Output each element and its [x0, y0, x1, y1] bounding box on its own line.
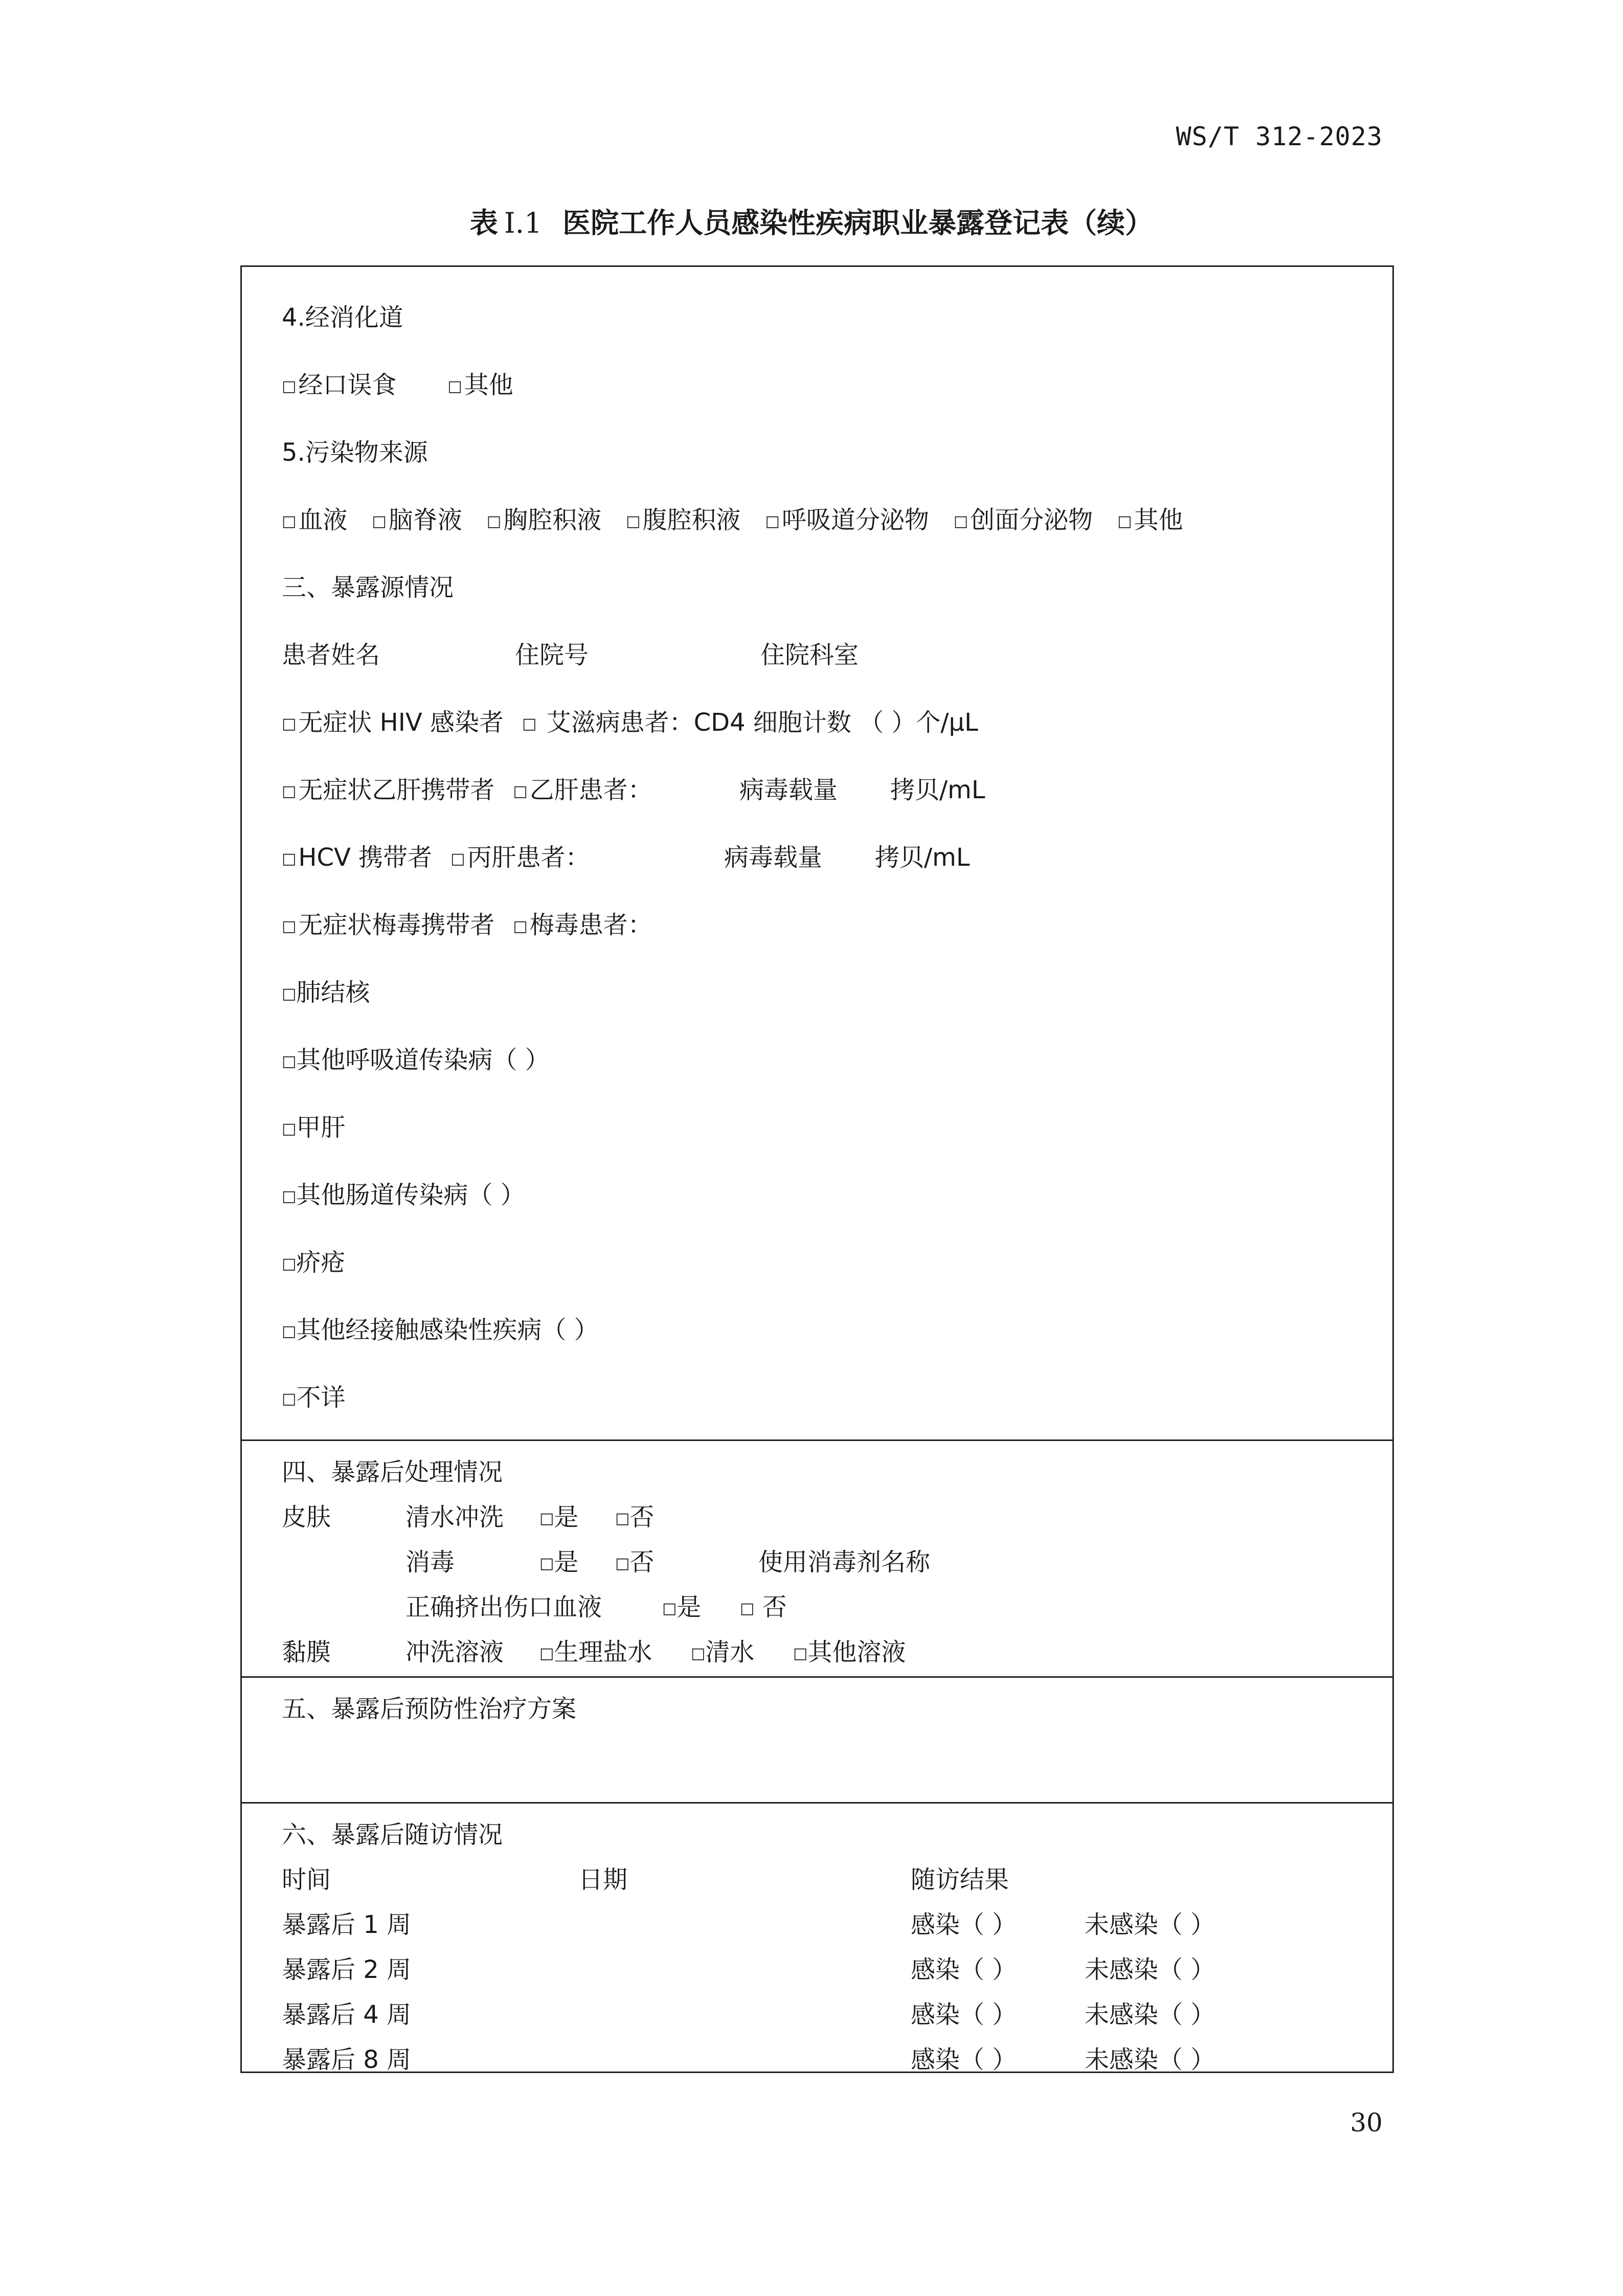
checkbox-disinfect-yes[interactable]: □是	[539, 1548, 579, 1577]
follow-up-infected-2[interactable]: 感染（ ）	[911, 1955, 1017, 1984]
follow-up-not-infected-3[interactable]: 未感染（ ）	[1085, 2000, 1215, 2029]
checkbox-aids-patient[interactable]: □ 艾滋病患者：CD4 细胞计数 （ ）个/μL	[522, 708, 978, 737]
checkbox-oral-ingestion[interactable]: □经口误食	[282, 371, 397, 399]
hiv-row	[282, 703, 1007, 738]
checkbox-wound-secretion[interactable]: □创面分泌物	[953, 506, 1093, 534]
label-hcv-unit: 拷贝/mL	[875, 843, 970, 872]
exposure-source-heading: 三、暴露源情况	[282, 573, 454, 602]
checkbox-scabies[interactable]: □疥疮	[282, 1248, 346, 1277]
col-time: 时间	[282, 1865, 331, 1894]
checkbox-csf[interactable]: □脑脊液	[372, 506, 462, 534]
digestive-route-heading: 4.经消化道	[282, 303, 403, 332]
follow-up-not-infected-2[interactable]: 未感染（ ）	[1085, 1955, 1215, 1984]
follow-up-time-2: 暴露后 2 周	[282, 1955, 412, 1984]
checkbox-blood[interactable]: □血液	[282, 506, 348, 534]
checkbox-other-contact[interactable]: □其他经接触感染性疾病（ ）	[282, 1316, 599, 1344]
label-disinfect: 消毒	[405, 1548, 455, 1577]
section-exposure-details	[242, 267, 1392, 1439]
prophylaxis-heading: 五、暴露后预防性治疗方案	[282, 1695, 577, 1723]
checkbox-source-other[interactable]: □其他	[1117, 506, 1183, 534]
checkbox-digestive-other[interactable]: □其他	[447, 371, 513, 399]
checkbox-tuberculosis[interactable]: □肺结核	[282, 978, 370, 1007]
checkbox-ascites[interactable]: □腹腔积液	[626, 506, 741, 534]
checkbox-other-respiratory[interactable]: □其他呼吸道传染病（ ）	[282, 1046, 550, 1074]
checkbox-respiratory-secretion[interactable]: □呼吸道分泌物	[765, 506, 929, 534]
checkbox-other-intestinal[interactable]: □其他肠道传染病（ ）	[282, 1181, 525, 1209]
table-title-text: 医院工作人员感染性疾病职业暴露登记表（续）	[562, 207, 1154, 239]
page-number: 30	[1350, 2108, 1383, 2137]
label-squeeze-wound: 正确挤出伤口血液	[405, 1593, 602, 1622]
checkbox-syphilis-carrier[interactable]: □无症状梅毒携带者	[282, 911, 495, 939]
table-title-number: I.1	[504, 207, 543, 239]
follow-up-time-1: 暴露后 1 周	[282, 1910, 412, 1939]
handling-heading: 四、暴露后处理情况	[282, 1458, 503, 1487]
checkbox-syphilis-patient[interactable]: □梅毒患者：	[513, 911, 652, 939]
checkbox-hbv-patient[interactable]: □乙肝患者：	[513, 776, 652, 804]
label-mucosa: 黏膜	[282, 1638, 331, 1667]
checkbox-unknown[interactable]: □不详	[282, 1383, 346, 1412]
checkbox-clean-water[interactable]: □清水	[691, 1638, 755, 1667]
checkbox-pleural-effusion[interactable]: □胸腔积液	[486, 506, 602, 534]
section-post-exposure-handling	[242, 1439, 1392, 1678]
follow-up-infected-1[interactable]: 感染（ ）	[911, 1910, 1017, 1939]
col-result: 随访结果	[911, 1865, 1009, 1894]
label-hbv-viral-load: 病毒载量	[739, 776, 838, 804]
checkbox-rinse-yes[interactable]: □是	[539, 1503, 579, 1532]
table-title	[0, 200, 1623, 241]
label-patient-name: 患者姓名	[282, 641, 380, 669]
checkbox-hbv-carrier[interactable]: □无症状乙肝携带者	[282, 776, 495, 804]
follow-up-infected-3[interactable]: 感染（ ）	[911, 2000, 1017, 2029]
hbv-row	[282, 770, 652, 805]
checkbox-hepatitis-a[interactable]: □甲肝	[282, 1113, 346, 1142]
table-title-prefix: 表	[469, 207, 498, 239]
digestive-route-options	[282, 365, 542, 400]
col-date: 日期	[578, 1865, 628, 1894]
label-disinfectant-name: 使用消毒剂名称	[758, 1548, 931, 1577]
section-prophylaxis-plan	[242, 1676, 1392, 1804]
checkbox-squeeze-yes[interactable]: □是	[662, 1593, 702, 1622]
label-ward: 住院科室	[760, 641, 859, 669]
checkbox-hcv-carrier[interactable]: □HCV 携带者	[282, 843, 433, 872]
follow-up-not-infected-4[interactable]: 未感染（ ）	[1085, 2045, 1215, 2074]
follow-up-time-4: 暴露后 8 周	[282, 2045, 412, 2074]
contaminant-source-options	[282, 500, 1212, 535]
follow-up-time-3: 暴露后 4 周	[282, 2000, 412, 2029]
contaminant-source-heading: 5.污染物来源	[282, 438, 428, 467]
syphilis-row	[282, 905, 681, 940]
label-hbv-unit: 拷贝/mL	[890, 776, 985, 804]
label-skin: 皮肤	[282, 1503, 331, 1532]
section-follow-up	[242, 1802, 1392, 2073]
exposure-registration-form	[240, 265, 1394, 2073]
follow-up-heading: 六、暴露后随访情况	[282, 1820, 503, 1849]
checkbox-hcv-patient[interactable]: □丙肝患者：	[450, 843, 590, 872]
standard-code: WS/T 312-2023	[1176, 122, 1383, 151]
label-hcv-viral-load: 病毒载量	[724, 843, 823, 872]
follow-up-infected-4[interactable]: 感染（ ）	[911, 2045, 1017, 2074]
checkbox-saline[interactable]: □生理盐水	[539, 1638, 652, 1667]
label-admission-number: 住院号	[515, 641, 589, 669]
label-water-rinse: 清水冲洗	[405, 1503, 504, 1532]
label-wash-solution: 冲洗溶液	[405, 1638, 504, 1667]
checkbox-other-solution[interactable]: □其他溶液	[793, 1638, 906, 1667]
checkbox-squeeze-no[interactable]: □ 否	[740, 1593, 787, 1622]
checkbox-rinse-no[interactable]: □否	[615, 1503, 655, 1532]
checkbox-disinfect-no[interactable]: □否	[615, 1548, 655, 1577]
hcv-row	[282, 838, 590, 873]
checkbox-asymptomatic-hiv[interactable]: □无症状 HIV 感染者	[282, 708, 504, 737]
follow-up-not-infected-1[interactable]: 未感染（ ）	[1085, 1910, 1215, 1939]
